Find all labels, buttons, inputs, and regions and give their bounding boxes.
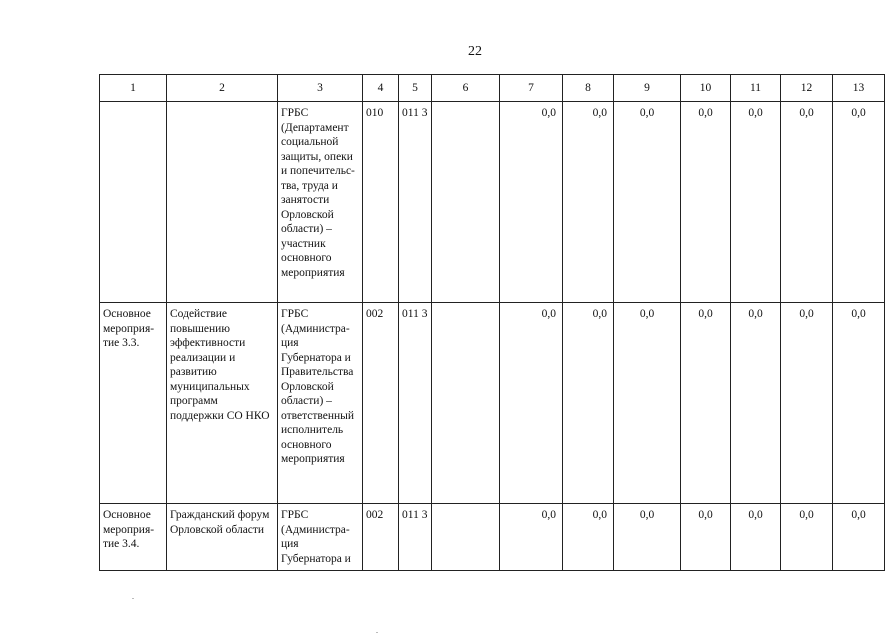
budget-table — [99, 74, 885, 571]
value-cell — [731, 102, 781, 303]
executor-text: ГРБС (Администра- ция Губернатора и — [281, 509, 351, 565]
value-cell — [681, 303, 731, 504]
value-cell — [781, 504, 833, 571]
section-cell — [399, 303, 432, 504]
value-cell — [614, 303, 681, 504]
value-text: 0,0 — [851, 308, 866, 320]
value-text: 0,0 — [799, 509, 814, 521]
table-row — [100, 102, 885, 303]
column-header: 8 — [563, 75, 614, 102]
executor-cell — [278, 504, 363, 571]
column-header: 11 — [731, 75, 781, 102]
header-row — [100, 75, 885, 102]
description-text: Гражданский форум Орловской области — [170, 509, 270, 536]
code-text: 002 — [366, 308, 384, 320]
value-cell — [500, 102, 563, 303]
value-cell — [500, 303, 563, 504]
column-header: 10 — [681, 75, 731, 102]
value-text: 0,0 — [748, 107, 763, 119]
table-row — [100, 303, 885, 504]
event-name — [100, 102, 166, 106]
code-cell — [363, 504, 399, 571]
value-cell — [833, 303, 885, 504]
column-header: 6 — [432, 75, 500, 102]
scan-speck — [132, 598, 134, 599]
value-text: 0,0 — [541, 107, 556, 119]
column-header: 2 — [167, 75, 278, 102]
description-text: Содействие повышению эффективности реализации и развитию муниципальных программ поддержки СО НКО — [170, 308, 270, 422]
value-cell — [681, 102, 731, 303]
executor-cell — [278, 303, 363, 504]
column-header: 5 — [399, 75, 432, 102]
value-cell — [614, 102, 681, 303]
description-cell — [167, 303, 278, 504]
column-header: 12 — [781, 75, 833, 102]
scan-speck — [376, 632, 378, 633]
value-text: 0,0 — [698, 107, 713, 119]
value-text: 0,0 — [698, 509, 713, 521]
empty-cell — [432, 102, 500, 303]
value-text: 0,0 — [541, 308, 556, 320]
code-cell — [363, 102, 399, 303]
value-cell — [563, 504, 614, 571]
description-cell — [167, 102, 278, 303]
code-text: 002 — [366, 509, 384, 521]
value-text: 0,0 — [592, 107, 607, 119]
value-cell — [563, 303, 614, 504]
value-cell — [833, 504, 885, 571]
event-cell — [100, 504, 167, 571]
value-text: 0,0 — [799, 308, 814, 320]
event-cell — [100, 102, 167, 303]
value-text: 0,0 — [639, 509, 655, 521]
value-cell — [781, 102, 833, 303]
section-cell — [399, 504, 432, 571]
value-text: 0,0 — [799, 107, 814, 119]
column-header: 7 — [500, 75, 563, 102]
page-number: 22 — [468, 44, 482, 59]
value-cell — [681, 504, 731, 571]
section-text: 011 3 — [402, 107, 428, 119]
executor-text: ГРБС (Департамент социальной защиты, опеки и попечительс- тва, труда и занятости Орловской области) – участник основного мероприятия — [281, 107, 355, 279]
value-text: 0,0 — [639, 308, 655, 320]
section-text: 011 3 — [402, 509, 428, 521]
description-cell — [167, 504, 278, 571]
value-text: 0,0 — [541, 509, 556, 521]
empty-cell — [432, 504, 500, 571]
value-cell — [833, 102, 885, 303]
event-cell — [100, 303, 167, 504]
value-cell — [781, 303, 833, 504]
table-row — [100, 504, 885, 571]
value-cell — [731, 303, 781, 504]
value-cell — [614, 504, 681, 571]
description-text — [167, 102, 277, 106]
empty-cell — [432, 303, 500, 504]
value-cell — [731, 504, 781, 571]
event-name: Основное мероприя- тие 3.3. — [103, 308, 155, 349]
value-text: 0,0 — [748, 509, 763, 521]
column-header: 1 — [100, 75, 167, 102]
code-text: 010 — [366, 107, 384, 119]
value-text: 0,0 — [639, 107, 655, 119]
value-cell — [500, 504, 563, 571]
section-text: 011 3 — [402, 308, 428, 320]
value-text: 0,0 — [592, 308, 607, 320]
value-cell — [563, 102, 614, 303]
column-header: 13 — [833, 75, 885, 102]
executor-cell — [278, 102, 363, 303]
column-header: 4 — [363, 75, 399, 102]
value-text: 0,0 — [851, 509, 866, 521]
section-cell — [399, 102, 432, 303]
value-text: 0,0 — [592, 509, 607, 521]
value-text: 0,0 — [748, 308, 763, 320]
executor-text: ГРБС (Администра- ция Губернатора и Правительства Орловской области) – ответственный исполнитель основного мероприятия — [281, 308, 355, 465]
value-text: 0,0 — [851, 107, 866, 119]
code-cell — [363, 303, 399, 504]
column-header: 9 — [614, 75, 681, 102]
event-name: Основное мероприя- тие 3.4. — [103, 509, 155, 550]
value-text: 0,0 — [698, 308, 713, 320]
column-header: 3 — [278, 75, 363, 102]
